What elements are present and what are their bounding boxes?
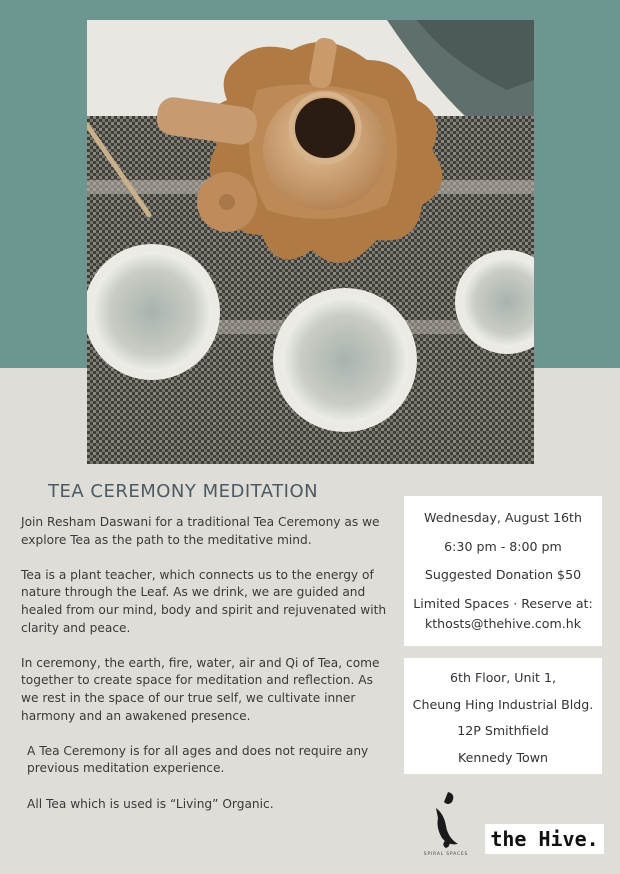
reserve-email: kthosts@thehive.com.hk bbox=[424, 615, 582, 631]
event-date: Wednesday, August 16th bbox=[424, 510, 582, 525]
spiral-spaces-caption: SPIRAL SPACES bbox=[423, 852, 469, 857]
venue-address-box bbox=[404, 658, 602, 774]
event-title: TEA CEREMONY MEDITATION bbox=[48, 481, 319, 502]
event-time: 6:30 pm - 8:00 pm bbox=[444, 538, 562, 554]
description-paragraph: In ceremony, the earth, fire, water, air and Qi of Tea, come together to create space for meditation and reflection. As we rest in the space of our true self, we cultivate inner harmony and an awakened presence. bbox=[21, 655, 380, 723]
description-paragraph: A Tea Ceremony is for all ages and does not require any previous meditation experience. bbox=[27, 743, 369, 776]
event-description bbox=[21, 514, 393, 831]
description-paragraph: Tea is a plant teacher, which connects us to the energy of nature through the Leaf. As we drink, we are guided and healed from our mind, body and spirit and rejuvenated with clarity and peace. bbox=[21, 567, 387, 635]
spiral-s-icon bbox=[418, 790, 474, 850]
event-donation: Suggested Donation $50 bbox=[424, 567, 582, 583]
address-line: Cheung Hing Industrial Bldg. bbox=[412, 696, 594, 712]
spiral-spaces-logo bbox=[418, 790, 474, 862]
description-paragraph: All Tea which is used is “Living” Organic. bbox=[27, 796, 274, 811]
address-line: 6th Floor, Unit 1, bbox=[450, 670, 556, 685]
event-details-box bbox=[404, 496, 602, 646]
address-line: Kennedy Town bbox=[457, 749, 549, 765]
reserve-note: Limited Spaces · Reserve at: bbox=[413, 595, 593, 611]
description-paragraph: Join Resham Daswani for a traditional Tea Ceremony as we explore Tea as the path to the meditative mind. bbox=[21, 515, 380, 547]
address-line: 12P Smithfield bbox=[457, 723, 549, 738]
the-hive-logo: the Hive. bbox=[485, 824, 604, 854]
tea-ceremony-photo bbox=[87, 20, 534, 464]
